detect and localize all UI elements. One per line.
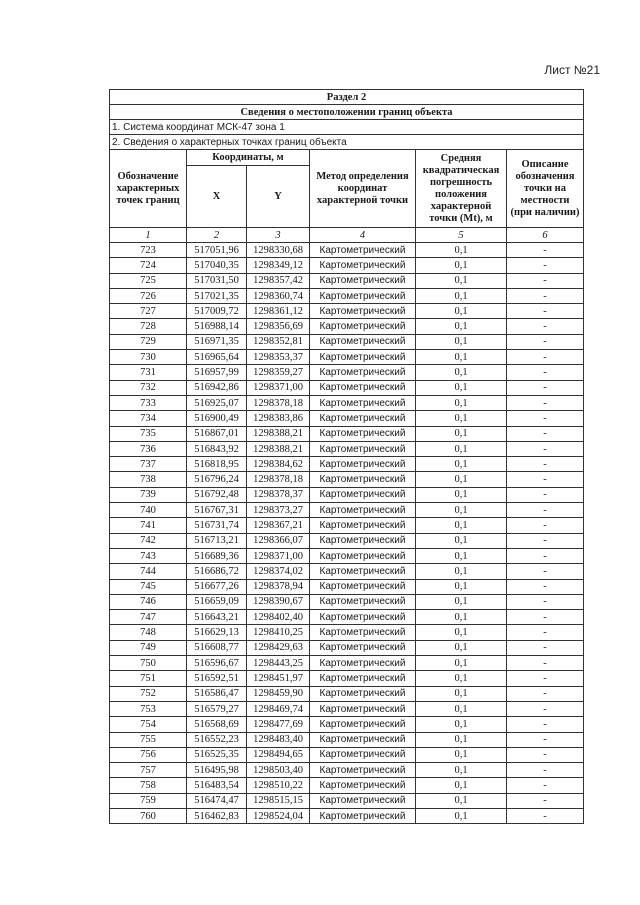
error-value: 0,1 [416, 334, 507, 349]
boundary-points-table [109, 89, 584, 824]
point-number: 724 [110, 258, 187, 273]
description: - [507, 640, 584, 655]
method: Картометрический [310, 778, 416, 793]
error-value: 0,1 [416, 518, 507, 533]
description: - [507, 441, 584, 456]
description: - [507, 243, 584, 258]
description: - [507, 350, 584, 365]
method: Картометрический [310, 426, 416, 441]
method: Картометрический [310, 625, 416, 640]
error-value: 0,1 [416, 778, 507, 793]
error-value: 0,1 [416, 671, 507, 686]
y-coordinate: 1298469,74 [247, 701, 310, 716]
y-coordinate: 1298451,97 [247, 671, 310, 686]
method: Картометрический [310, 441, 416, 456]
x-coordinate: 516767,31 [187, 503, 247, 518]
table-row [110, 395, 584, 410]
point-number: 723 [110, 243, 187, 258]
y-coordinate: 1298459,90 [247, 686, 310, 701]
description: - [507, 656, 584, 671]
error-value: 0,1 [416, 426, 507, 441]
point-number: 753 [110, 701, 187, 716]
method: Картометрический [310, 763, 416, 778]
error-value: 0,1 [416, 564, 507, 579]
col-number: 5 [416, 228, 507, 243]
y-coordinate: 1298390,67 [247, 594, 310, 609]
point-number: 743 [110, 548, 187, 563]
error-value: 0,1 [416, 395, 507, 410]
table-row [110, 350, 584, 365]
error-value: 0,1 [416, 579, 507, 594]
y-coordinate: 1298371,00 [247, 380, 310, 395]
y-coordinate: 1298388,21 [247, 441, 310, 456]
y-coordinate: 1298510,22 [247, 778, 310, 793]
y-coordinate: 1298483,40 [247, 732, 310, 747]
error-value: 0,1 [416, 457, 507, 472]
x-coordinate: 516925,07 [187, 395, 247, 410]
x-coordinate: 517040,35 [187, 258, 247, 273]
column-numbers-row [110, 228, 584, 243]
y-coordinate: 1298378,18 [247, 395, 310, 410]
x-coordinate: 516731,74 [187, 518, 247, 533]
y-coordinate: 1298378,94 [247, 579, 310, 594]
error-value: 0,1 [416, 763, 507, 778]
point-number: 739 [110, 487, 187, 502]
point-number: 759 [110, 793, 187, 808]
description: - [507, 625, 584, 640]
method: Картометрический [310, 288, 416, 303]
error-value: 0,1 [416, 487, 507, 502]
y-coordinate: 1298388,21 [247, 426, 310, 441]
method: Картометрический [310, 503, 416, 518]
method: Картометрический [310, 319, 416, 334]
point-number: 744 [110, 564, 187, 579]
table-row [110, 732, 584, 747]
table-row [110, 503, 584, 518]
y-coordinate: 1298410,25 [247, 625, 310, 640]
table-row [110, 717, 584, 732]
point-number: 760 [110, 808, 187, 823]
point-number: 734 [110, 411, 187, 426]
error-value: 0,1 [416, 365, 507, 380]
x-coordinate: 516552,23 [187, 732, 247, 747]
table-row [110, 533, 584, 548]
point-number: 726 [110, 288, 187, 303]
x-coordinate: 516643,21 [187, 610, 247, 625]
y-coordinate: 1298384,62 [247, 457, 310, 472]
description: - [507, 533, 584, 548]
table-row [110, 487, 584, 502]
description: - [507, 701, 584, 716]
y-coordinate: 1298378,37 [247, 487, 310, 502]
y-coordinate: 1298383,86 [247, 411, 310, 426]
error-value: 0,1 [416, 533, 507, 548]
point-number: 740 [110, 503, 187, 518]
method: Картометрический [310, 472, 416, 487]
x-coordinate: 516525,35 [187, 747, 247, 762]
description: - [507, 778, 584, 793]
x-coordinate: 516586,47 [187, 686, 247, 701]
method: Картометрический [310, 380, 416, 395]
description: - [507, 747, 584, 762]
x-coordinate: 516818,95 [187, 457, 247, 472]
point-number: 742 [110, 533, 187, 548]
y-coordinate: 1298373,27 [247, 503, 310, 518]
col-number: 6 [507, 228, 584, 243]
description: - [507, 273, 584, 288]
table-row [110, 426, 584, 441]
description: - [507, 472, 584, 487]
y-coordinate: 1298374,02 [247, 564, 310, 579]
col-number: 1 [110, 228, 187, 243]
y-coordinate: 1298477,69 [247, 717, 310, 732]
point-number: 758 [110, 778, 187, 793]
point-number: 751 [110, 671, 187, 686]
point-number: 737 [110, 457, 187, 472]
description: - [507, 594, 584, 609]
x-coordinate: 516867,01 [187, 426, 247, 441]
y-coordinate: 1298349,12 [247, 258, 310, 273]
table-row [110, 304, 584, 319]
error-value: 0,1 [416, 701, 507, 716]
y-coordinate: 1298494,65 [247, 747, 310, 762]
x-coordinate: 516942,86 [187, 380, 247, 395]
method: Картометрический [310, 717, 416, 732]
table-row [110, 334, 584, 349]
col-point-header: Обозначение характерных точек границ [110, 150, 187, 228]
points-info: 2. Сведения о характерных точках границ объекта [110, 135, 584, 150]
table-row [110, 380, 584, 395]
table-row [110, 273, 584, 288]
error-value: 0,1 [416, 747, 507, 762]
method: Картометрический [310, 334, 416, 349]
error-value: 0,1 [416, 258, 507, 273]
description: - [507, 395, 584, 410]
y-coordinate: 1298360,74 [247, 288, 310, 303]
x-coordinate: 516495,98 [187, 763, 247, 778]
point-number: 731 [110, 365, 187, 380]
table-row [110, 288, 584, 303]
table-row [110, 365, 584, 380]
col-number: 4 [310, 228, 416, 243]
description: - [507, 457, 584, 472]
description: - [507, 411, 584, 426]
x-coordinate: 517009,72 [187, 304, 247, 319]
table-row [110, 793, 584, 808]
error-value: 0,1 [416, 411, 507, 426]
point-number: 748 [110, 625, 187, 640]
x-coordinate: 516677,26 [187, 579, 247, 594]
x-coordinate: 516579,27 [187, 701, 247, 716]
description: - [507, 793, 584, 808]
method: Картометрический [310, 564, 416, 579]
error-value: 0,1 [416, 273, 507, 288]
col-number: 3 [247, 228, 310, 243]
point-number: 741 [110, 518, 187, 533]
col-number: 2 [187, 228, 247, 243]
x-coordinate: 516988,14 [187, 319, 247, 334]
method: Картометрический [310, 487, 416, 502]
description: - [507, 579, 584, 594]
y-coordinate: 1298515,15 [247, 793, 310, 808]
description: - [507, 564, 584, 579]
x-coordinate: 516483,54 [187, 778, 247, 793]
description: - [507, 258, 584, 273]
description: - [507, 686, 584, 701]
col-y-header: Y [247, 166, 310, 228]
point-number: 750 [110, 656, 187, 671]
point-number: 738 [110, 472, 187, 487]
description: - [507, 426, 584, 441]
y-coordinate: 1298524,04 [247, 808, 310, 823]
method: Картометрический [310, 594, 416, 609]
y-coordinate: 1298356,69 [247, 319, 310, 334]
method: Картометрический [310, 411, 416, 426]
y-coordinate: 1298443,25 [247, 656, 310, 671]
error-value: 0,1 [416, 472, 507, 487]
point-number: 728 [110, 319, 187, 334]
table-row [110, 656, 584, 671]
x-coordinate: 516900,49 [187, 411, 247, 426]
error-value: 0,1 [416, 717, 507, 732]
x-coordinate: 516608,77 [187, 640, 247, 655]
method: Картометрический [310, 273, 416, 288]
error-value: 0,1 [416, 243, 507, 258]
table-row [110, 472, 584, 487]
error-value: 0,1 [416, 304, 507, 319]
description: - [507, 671, 584, 686]
point-number: 757 [110, 763, 187, 778]
method: Картометрический [310, 640, 416, 655]
error-value: 0,1 [416, 793, 507, 808]
description: - [507, 503, 584, 518]
table-row [110, 686, 584, 701]
x-coordinate: 516796,24 [187, 472, 247, 487]
x-coordinate: 516596,67 [187, 656, 247, 671]
x-coordinate: 516629,13 [187, 625, 247, 640]
x-coordinate: 516971,35 [187, 334, 247, 349]
table-row [110, 594, 584, 609]
x-coordinate: 516713,21 [187, 533, 247, 548]
method: Картометрический [310, 548, 416, 563]
description: - [507, 732, 584, 747]
x-coordinate: 516568,69 [187, 717, 247, 732]
point-number: 754 [110, 717, 187, 732]
point-number: 746 [110, 594, 187, 609]
description: - [507, 365, 584, 380]
y-coordinate: 1298357,42 [247, 273, 310, 288]
point-number: 749 [110, 640, 187, 655]
y-coordinate: 1298429,63 [247, 640, 310, 655]
y-coordinate: 1298371,00 [247, 548, 310, 563]
method: Картометрический [310, 533, 416, 548]
method: Картометрический [310, 579, 416, 594]
method: Картометрический [310, 656, 416, 671]
table-row [110, 778, 584, 793]
x-coordinate: 516592,51 [187, 671, 247, 686]
table-row [110, 441, 584, 456]
point-number: 730 [110, 350, 187, 365]
y-coordinate: 1298378,18 [247, 472, 310, 487]
point-number: 747 [110, 610, 187, 625]
description: - [507, 717, 584, 732]
error-value: 0,1 [416, 441, 507, 456]
method: Картометрический [310, 304, 416, 319]
error-value: 0,1 [416, 548, 507, 563]
table-row [110, 564, 584, 579]
error-value: 0,1 [416, 503, 507, 518]
error-value: 0,1 [416, 288, 507, 303]
x-coordinate: 516965,64 [187, 350, 247, 365]
table-row [110, 625, 584, 640]
description: - [507, 763, 584, 778]
error-value: 0,1 [416, 656, 507, 671]
description: - [507, 319, 584, 334]
x-coordinate: 517021,35 [187, 288, 247, 303]
point-number: 745 [110, 579, 187, 594]
col-method-header: Метод определения координат характерной точки [310, 150, 416, 228]
table-body [110, 243, 584, 824]
y-coordinate: 1298361,12 [247, 304, 310, 319]
description: - [507, 288, 584, 303]
method: Картометрический [310, 395, 416, 410]
description: - [507, 380, 584, 395]
method: Картометрический [310, 610, 416, 625]
table-row [110, 808, 584, 823]
point-number: 756 [110, 747, 187, 762]
x-coordinate: 516659,09 [187, 594, 247, 609]
section-title: Раздел 2 [110, 90, 584, 105]
error-value: 0,1 [416, 380, 507, 395]
y-coordinate: 1298367,21 [247, 518, 310, 533]
method: Картометрический [310, 671, 416, 686]
point-number: 736 [110, 441, 187, 456]
description: - [507, 808, 584, 823]
section-heading: Сведения о местоположении границ объекта [110, 105, 584, 120]
method: Картометрический [310, 350, 416, 365]
method: Картометрический [310, 243, 416, 258]
error-value: 0,1 [416, 319, 507, 334]
table-row [110, 579, 584, 594]
x-coordinate: 516689,36 [187, 548, 247, 563]
table-row [110, 457, 584, 472]
y-coordinate: 1298503,40 [247, 763, 310, 778]
error-value: 0,1 [416, 594, 507, 609]
description: - [507, 610, 584, 625]
y-coordinate: 1298330,68 [247, 243, 310, 258]
description: - [507, 548, 584, 563]
method: Картометрический [310, 747, 416, 762]
x-coordinate: 516686,72 [187, 564, 247, 579]
error-value: 0,1 [416, 610, 507, 625]
point-number: 755 [110, 732, 187, 747]
point-number: 735 [110, 426, 187, 441]
description: - [507, 304, 584, 319]
description: - [507, 334, 584, 349]
x-coordinate: 516792,48 [187, 487, 247, 502]
point-number: 732 [110, 380, 187, 395]
y-coordinate: 1298402,40 [247, 610, 310, 625]
col-coords-header: Координаты, м [187, 150, 310, 166]
point-number: 752 [110, 686, 187, 701]
error-value: 0,1 [416, 686, 507, 701]
method: Картометрический [310, 258, 416, 273]
method: Картометрический [310, 365, 416, 380]
table-row [110, 747, 584, 762]
x-coordinate: 516957,99 [187, 365, 247, 380]
sheet-number: Лист №21 [544, 63, 600, 77]
x-coordinate: 516462,83 [187, 808, 247, 823]
table-row [110, 548, 584, 563]
error-value: 0,1 [416, 808, 507, 823]
col-x-header: X [187, 166, 247, 228]
x-coordinate: 516474,47 [187, 793, 247, 808]
coord-system: 1. Система координат МСК-47 зона 1 [110, 120, 584, 135]
description: - [507, 487, 584, 502]
method: Картометрический [310, 686, 416, 701]
error-value: 0,1 [416, 625, 507, 640]
table-row [110, 763, 584, 778]
method: Картометрический [310, 518, 416, 533]
point-number: 729 [110, 334, 187, 349]
table-row [110, 411, 584, 426]
table-row [110, 610, 584, 625]
table-row [110, 258, 584, 273]
x-coordinate: 517051,96 [187, 243, 247, 258]
table-row [110, 319, 584, 334]
y-coordinate: 1298359,27 [247, 365, 310, 380]
method: Картометрический [310, 793, 416, 808]
method: Картометрический [310, 732, 416, 747]
error-value: 0,1 [416, 350, 507, 365]
x-coordinate: 517031,50 [187, 273, 247, 288]
table-row [110, 640, 584, 655]
error-value: 0,1 [416, 640, 507, 655]
col-desc-header: Описание обозначения точки на местности (при наличии) [507, 150, 584, 228]
table-row [110, 671, 584, 686]
col-error-header: Средняя квадратическая погрешность положения характерной точки (Mt), м [416, 150, 507, 228]
description: - [507, 518, 584, 533]
point-number: 725 [110, 273, 187, 288]
y-coordinate: 1298352,81 [247, 334, 310, 349]
table-row [110, 701, 584, 716]
error-value: 0,1 [416, 732, 507, 747]
table-row [110, 243, 584, 258]
table-row [110, 518, 584, 533]
x-coordinate: 516843,92 [187, 441, 247, 456]
method: Картометрический [310, 808, 416, 823]
point-number: 727 [110, 304, 187, 319]
y-coordinate: 1298366,07 [247, 533, 310, 548]
method: Картометрический [310, 457, 416, 472]
point-number: 733 [110, 395, 187, 410]
y-coordinate: 1298353,37 [247, 350, 310, 365]
method: Картометрический [310, 701, 416, 716]
